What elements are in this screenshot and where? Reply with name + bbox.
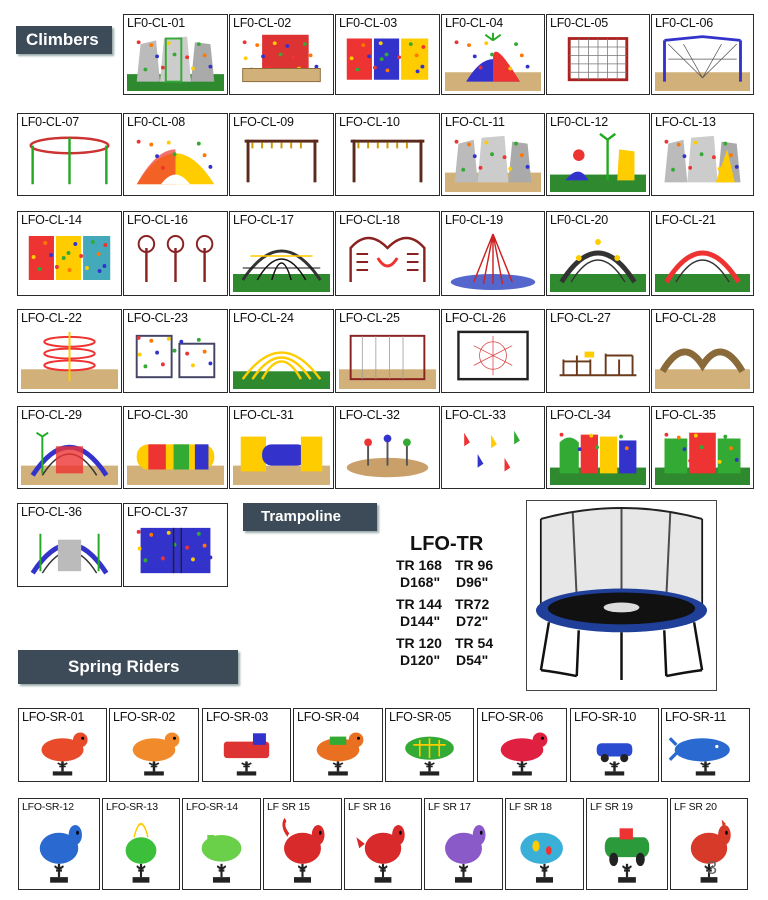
climber-code: LFO-CL-18 [339,213,400,227]
climber-code: LF0-CL-01 [127,16,185,30]
spring-rider-code: LFO-SR-11 [665,710,727,724]
spring-rider-tile [18,708,107,782]
climber-code: LFO-CL-16 [127,213,188,227]
climber-code: LFO-CL-13 [655,115,716,129]
climber-tile [441,113,545,196]
spring-rider-image [481,725,563,778]
trampoline-title: Trampoline [261,508,342,525]
climber-image [655,31,750,91]
spring-rider-code: LFO-SR-10 [574,710,637,724]
spring-rider-image [574,725,655,778]
spring-rider-image [106,815,176,886]
climber-image [233,130,330,192]
climber-image [127,520,224,583]
spring-rider-image [509,815,580,886]
climber-tile [546,113,650,196]
climber-code: LFO-CL-34 [550,408,611,422]
spring-rider-image [297,725,379,778]
climber-tile [229,406,334,489]
climber-tile [123,406,228,489]
trampoline-banner [243,503,377,531]
climber-code: LF0-CL-19 [445,213,503,227]
climber-code: LFO-CL-14 [21,213,82,227]
climber-tile [123,14,228,95]
climber-code: LF0-CL-06 [655,16,713,30]
climber-tile [441,211,545,296]
climber-code: LFO-CL-37 [127,505,188,519]
climbers-banner [16,26,112,54]
climber-tile [651,211,754,296]
spring-rider-tile [102,798,180,890]
climber-code: LFO-CL-32 [339,408,400,422]
climber-code: LFO-CL-27 [550,311,611,325]
page-number: 3 [707,858,718,878]
trampoline-image [526,500,717,691]
spring-rider-tile [263,798,342,890]
climber-image [339,130,436,192]
climber-tile [123,309,228,393]
spring-rider-tile [182,798,261,890]
spring-rider-code: LFO-SR-05 [389,710,452,724]
trampoline-size-code: TR72 [455,596,490,612]
climber-code: LF0-CL-12 [550,115,608,129]
trampoline-size-code: TR 144 [396,596,442,612]
climber-image [127,31,224,91]
climber-code: LFO-CL-30 [127,408,188,422]
climber-tile [17,211,122,296]
climber-image [339,423,436,485]
trampoline-size-code: TR 96 [455,557,494,573]
climber-image [655,326,750,389]
climber-code: LF0-CL-03 [339,16,397,30]
spring-rider-image [113,725,195,778]
climber-code: LFO-CL-25 [339,311,400,325]
climber-code: LFO-CL-28 [655,311,716,325]
climber-tile [335,211,440,296]
trampoline-size-code: TR 54 [455,635,494,651]
spring-rider-tile [661,708,750,782]
spring-rider-image [590,815,664,886]
climber-image [339,228,436,292]
climber-image [655,423,750,485]
climber-tile [17,503,122,587]
climber-code: LFO-CL-17 [233,213,294,227]
climber-image [550,423,646,485]
climber-code: LFO-CL-24 [233,311,294,325]
climber-tile [546,309,650,393]
climber-image [21,423,118,485]
spring-rider-code: LFO-SR-14 [186,801,238,813]
climber-tile [17,406,122,489]
climber-code: LFO-CL-31 [233,408,294,422]
spring-rider-code: LF SR 17 [428,801,471,813]
spring-rider-tile [202,708,291,782]
spring-rider-image [267,815,338,886]
spring-rider-image [665,725,746,778]
climber-code: LFO-CL-10 [339,115,400,129]
spring-rider-code: LFO-SR-04 [297,710,360,724]
climber-tile [546,14,650,95]
climber-tile [651,406,754,489]
climber-tile [335,113,440,196]
climber-image [127,423,224,485]
spring-rider-image [348,815,418,886]
climber-code: LFO-CL-36 [21,505,82,519]
trampoline-model: LFO-TR [410,533,484,555]
spring-rider-image [22,815,96,886]
spring-rider-code: LFO-SR-13 [106,801,158,813]
climber-tile [229,309,334,393]
spring-rider-code: LFO-SR-02 [113,710,176,724]
spring-riders-title: Spring Riders [68,657,180,676]
climber-image [21,326,118,389]
climber-tile [441,406,545,489]
climber-tile [335,14,440,95]
climber-tile [441,309,545,393]
spring-rider-image [206,725,287,778]
climber-image [127,326,224,389]
trampoline-size-code: TR 120 [396,635,442,651]
climber-code: LFO-CL-29 [21,408,82,422]
climber-image [339,31,436,91]
spring-riders-banner [18,650,238,684]
climber-tile [229,211,334,296]
spring-rider-image [22,725,103,778]
climber-image [339,326,436,389]
climber-image [127,130,224,192]
spring-rider-code: LF SR 20 [674,801,717,813]
climber-tile [335,309,440,393]
climber-image [550,326,646,389]
spring-rider-code: LF SR 16 [348,801,391,813]
trampoline-size-diameter: D144" [400,613,441,629]
climber-tile [546,406,650,489]
climber-image [445,326,541,389]
spring-rider-image [186,815,257,886]
climber-tile [17,113,122,196]
climber-code: LFO-CL-35 [655,408,716,422]
climber-image [655,130,750,192]
climber-code: LF0-CL-20 [550,213,608,227]
climber-tile [123,503,228,587]
climber-tile [441,14,545,95]
climber-code: LFO-CL-22 [21,311,82,325]
climber-tile [229,113,334,196]
climber-code: LF0-CL-02 [233,16,291,30]
spring-rider-tile [586,798,668,890]
climber-image [550,130,646,192]
spring-rider-code: LF SR 15 [267,801,310,813]
trampoline-size-diameter: D54" [456,652,489,668]
climber-code: LFO-CL-11 [445,115,505,129]
climber-image [21,520,118,583]
trampoline-size-code: TR 168 [396,557,442,573]
spring-rider-tile [18,798,100,890]
climber-image [233,31,330,91]
spring-rider-tile [505,798,584,890]
spring-rider-code: LFO-SR-03 [206,710,269,724]
spring-rider-code: LFO-SR-12 [22,801,74,813]
climber-code: LF0-CL-05 [550,16,608,30]
spring-rider-code: LF SR 19 [590,801,633,813]
climber-code: LFO-CL-09 [233,115,294,129]
spring-rider-tile [344,798,422,890]
spring-rider-code: LFO-SR-01 [22,710,85,724]
climber-image [233,228,330,292]
trampoline-size-diameter: D96" [456,574,489,590]
climber-code: LF0-CL-08 [127,115,185,129]
climber-image [445,228,541,292]
climber-tile [546,211,650,296]
climber-image [445,130,541,192]
climber-code: LFO-CL-21 [655,213,716,227]
climber-tile [123,211,228,296]
spring-rider-tile [570,708,659,782]
climber-code: LFO-CL-23 [127,311,188,325]
climber-image [127,228,224,292]
climber-image [445,31,541,91]
spring-rider-tile [109,708,199,782]
climber-tile [651,309,754,393]
climber-tile [651,14,754,95]
climber-image [445,423,541,485]
spring-rider-image [428,815,499,886]
trampoline-size-diameter: D120" [400,652,441,668]
climber-image [233,423,330,485]
climber-image [233,326,330,389]
climber-image [550,228,646,292]
climber-image [550,31,646,91]
climber-tile [123,113,228,196]
climber-code: LFO-CL-33 [445,408,506,422]
climbers-title: Climbers [26,30,99,49]
climber-code: LFO-CL-26 [445,311,506,325]
spring-rider-code: LFO-SR-06 [481,710,544,724]
climber-tile [335,406,440,489]
spring-rider-tile [424,798,503,890]
spring-rider-tile [385,708,474,782]
climber-tile [229,14,334,95]
climber-image [21,228,118,292]
spring-rider-tile [293,708,383,782]
spring-rider-tile [477,708,567,782]
climber-image [21,130,118,192]
trampoline-size-diameter: D72" [456,613,489,629]
spring-rider-image [389,725,470,778]
climber-code: LF0-CL-04 [445,16,503,30]
climber-tile [651,113,754,196]
climber-tile [17,309,122,393]
trampoline-size-diameter: D168" [400,574,441,590]
climber-image [655,228,750,292]
climber-code: LF0-CL-07 [21,115,79,129]
spring-rider-code: LF SR 18 [509,801,552,813]
